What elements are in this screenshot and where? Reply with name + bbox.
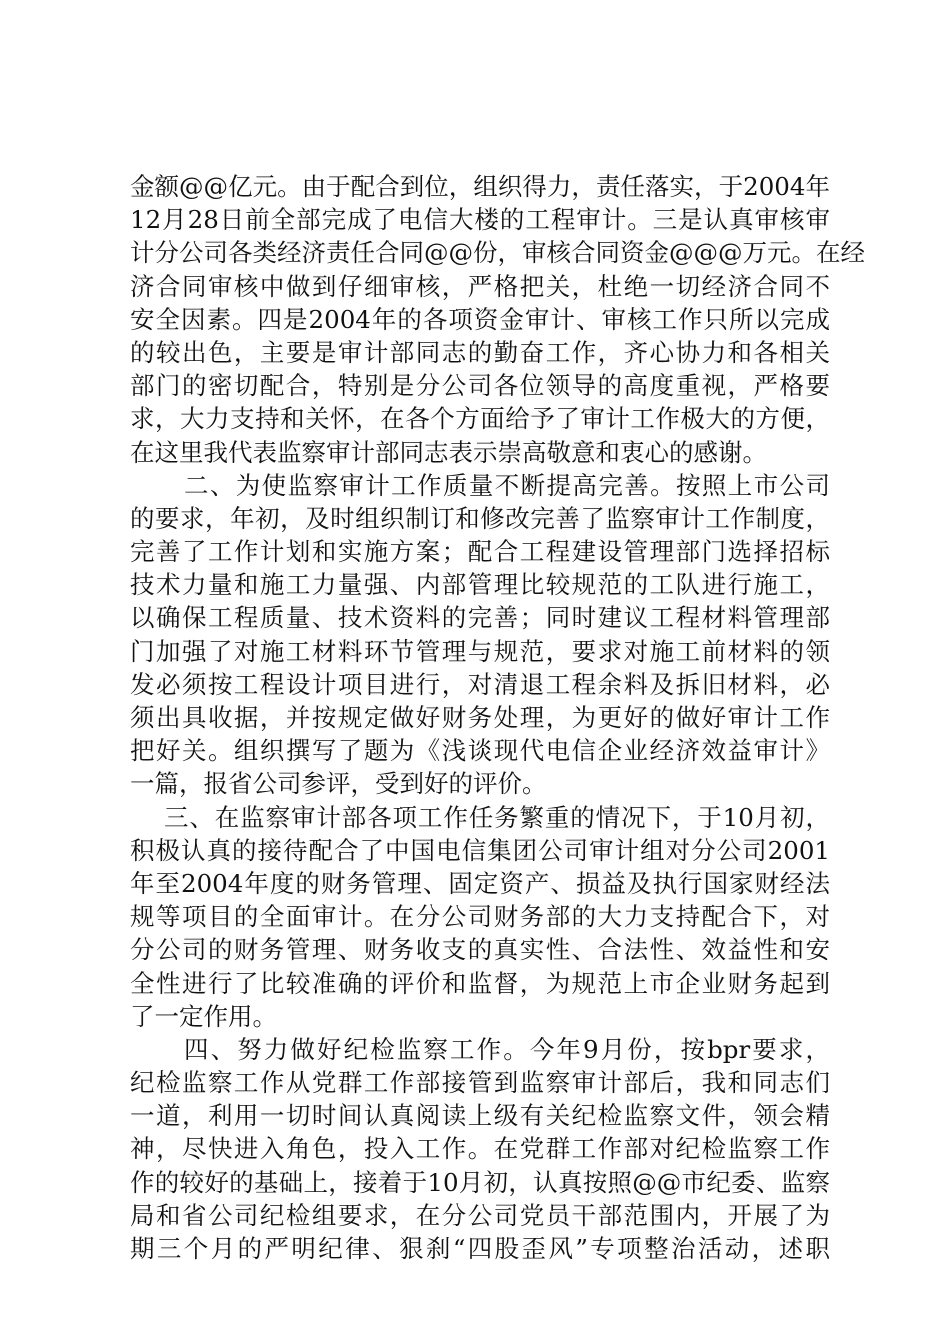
paragraph-start-line: 三、在监察审计部各项工作任务繁重的情况下，于10月初，	[164, 802, 830, 832]
document-body	[130, 170, 865, 1265]
text-line: 全性进行了比较准确的评价和监督，为规范上市企业财务起到	[130, 968, 830, 998]
text-line: 规等项目的全面审计。在分公司财务部的大力支持配合下，对	[130, 902, 830, 932]
text-line: 的较出色，主要是审计部同志的勤奋工作，齐心协力和各相关	[130, 337, 830, 367]
text-line: 门加强了对施工材料环节管理与规范，要求对施工前材料的领	[130, 636, 830, 666]
text-line: 神，尽快进入角色，投入工作。在党群工作部对纪检监察工作	[130, 1134, 830, 1164]
text-line: 金额@@亿元。由于配合到位，组织得力，责任落实，于2004年	[130, 172, 830, 201]
text-line: 济合同审核中做到仔细审核，严格把关，杜绝一切经济合同不	[130, 271, 830, 301]
text-line: 分公司的财务管理、财务收支的真实性、合法性、效益性和安	[130, 935, 830, 965]
text-line: 把好关。组织撰写了题为《浅谈现代电信企业经济效益审计》	[130, 736, 830, 766]
text-line: 局和省公司纪检组要求，在分公司党员干部范围内，开展了为	[130, 1200, 830, 1230]
text-line: 纪检监察工作从党群工作部接管到监察审计部后，我和同志们	[130, 1068, 830, 1098]
paragraph-start-line: 二、为使监察审计工作质量不断提高完善。按照上市公司	[184, 470, 830, 500]
text-line: 发必须按工程设计项目进行，对清退工程余料及拆旧材料，必	[130, 669, 830, 699]
text-line: 一篇，报省公司参评，受到好的评价。	[130, 769, 547, 799]
text-line: 年至2004年度的财务管理、固定资产、损益及执行国家财经法	[130, 868, 830, 898]
text-line: 期三个月的严明纪律、狠刹“四股歪风”专项整治活动，述职	[130, 1234, 830, 1263]
text-line: 安全因素。四是2004年的各项资金审计、审核工作只所以完成	[130, 304, 830, 334]
text-line: 积极认真的接待配合了中国电信集团公司审计组对分公司2001	[130, 835, 830, 865]
text-line: 须出具收据，并按规定做好财务处理，为更好的做好审计工作	[130, 703, 830, 732]
text-line: 12月28日前全部完成了电信大楼的工程审计。三是认真审核审	[130, 205, 830, 235]
text-line: 以确保工程质量、技术资料的完善；同时建议工程材料管理部	[130, 603, 830, 633]
text-line: 部门的密切配合，特别是分公司各位领导的高度重视，严格要	[130, 371, 830, 401]
text-line: 作的较好的基础上，接着于10月初，认真按照@@市纪委、监察	[130, 1167, 830, 1197]
text-line: 计分公司各类经济责任合同@@份，审核合同资金@@@万元。在经	[130, 238, 865, 268]
text-line: 求，大力支持和关怀，在各个方面给予了审计工作极大的方便，	[130, 404, 830, 434]
text-line: 在这里我代表监察审计部同志表示崇高敬意和衷心的感谢。	[130, 437, 767, 467]
text-line: 一道，利用一切时间认真阅读上级有关纪检监察文件，领会精	[130, 1101, 830, 1131]
text-line: 的要求，年初，及时组织制订和修改完善了监察审计工作制度，	[130, 503, 830, 533]
paragraph-start-line: 四、努力做好纪检监察工作。今年9月份，按bpr要求，	[184, 1034, 830, 1064]
text-line: 技术力量和施工力量强、内部管理比较规范的工队进行施工，	[130, 570, 830, 600]
text-line: 了一定作用。	[130, 1001, 277, 1031]
text-line: 完善了工作计划和实施方案；配合工程建设管理部门选择招标	[130, 537, 830, 567]
